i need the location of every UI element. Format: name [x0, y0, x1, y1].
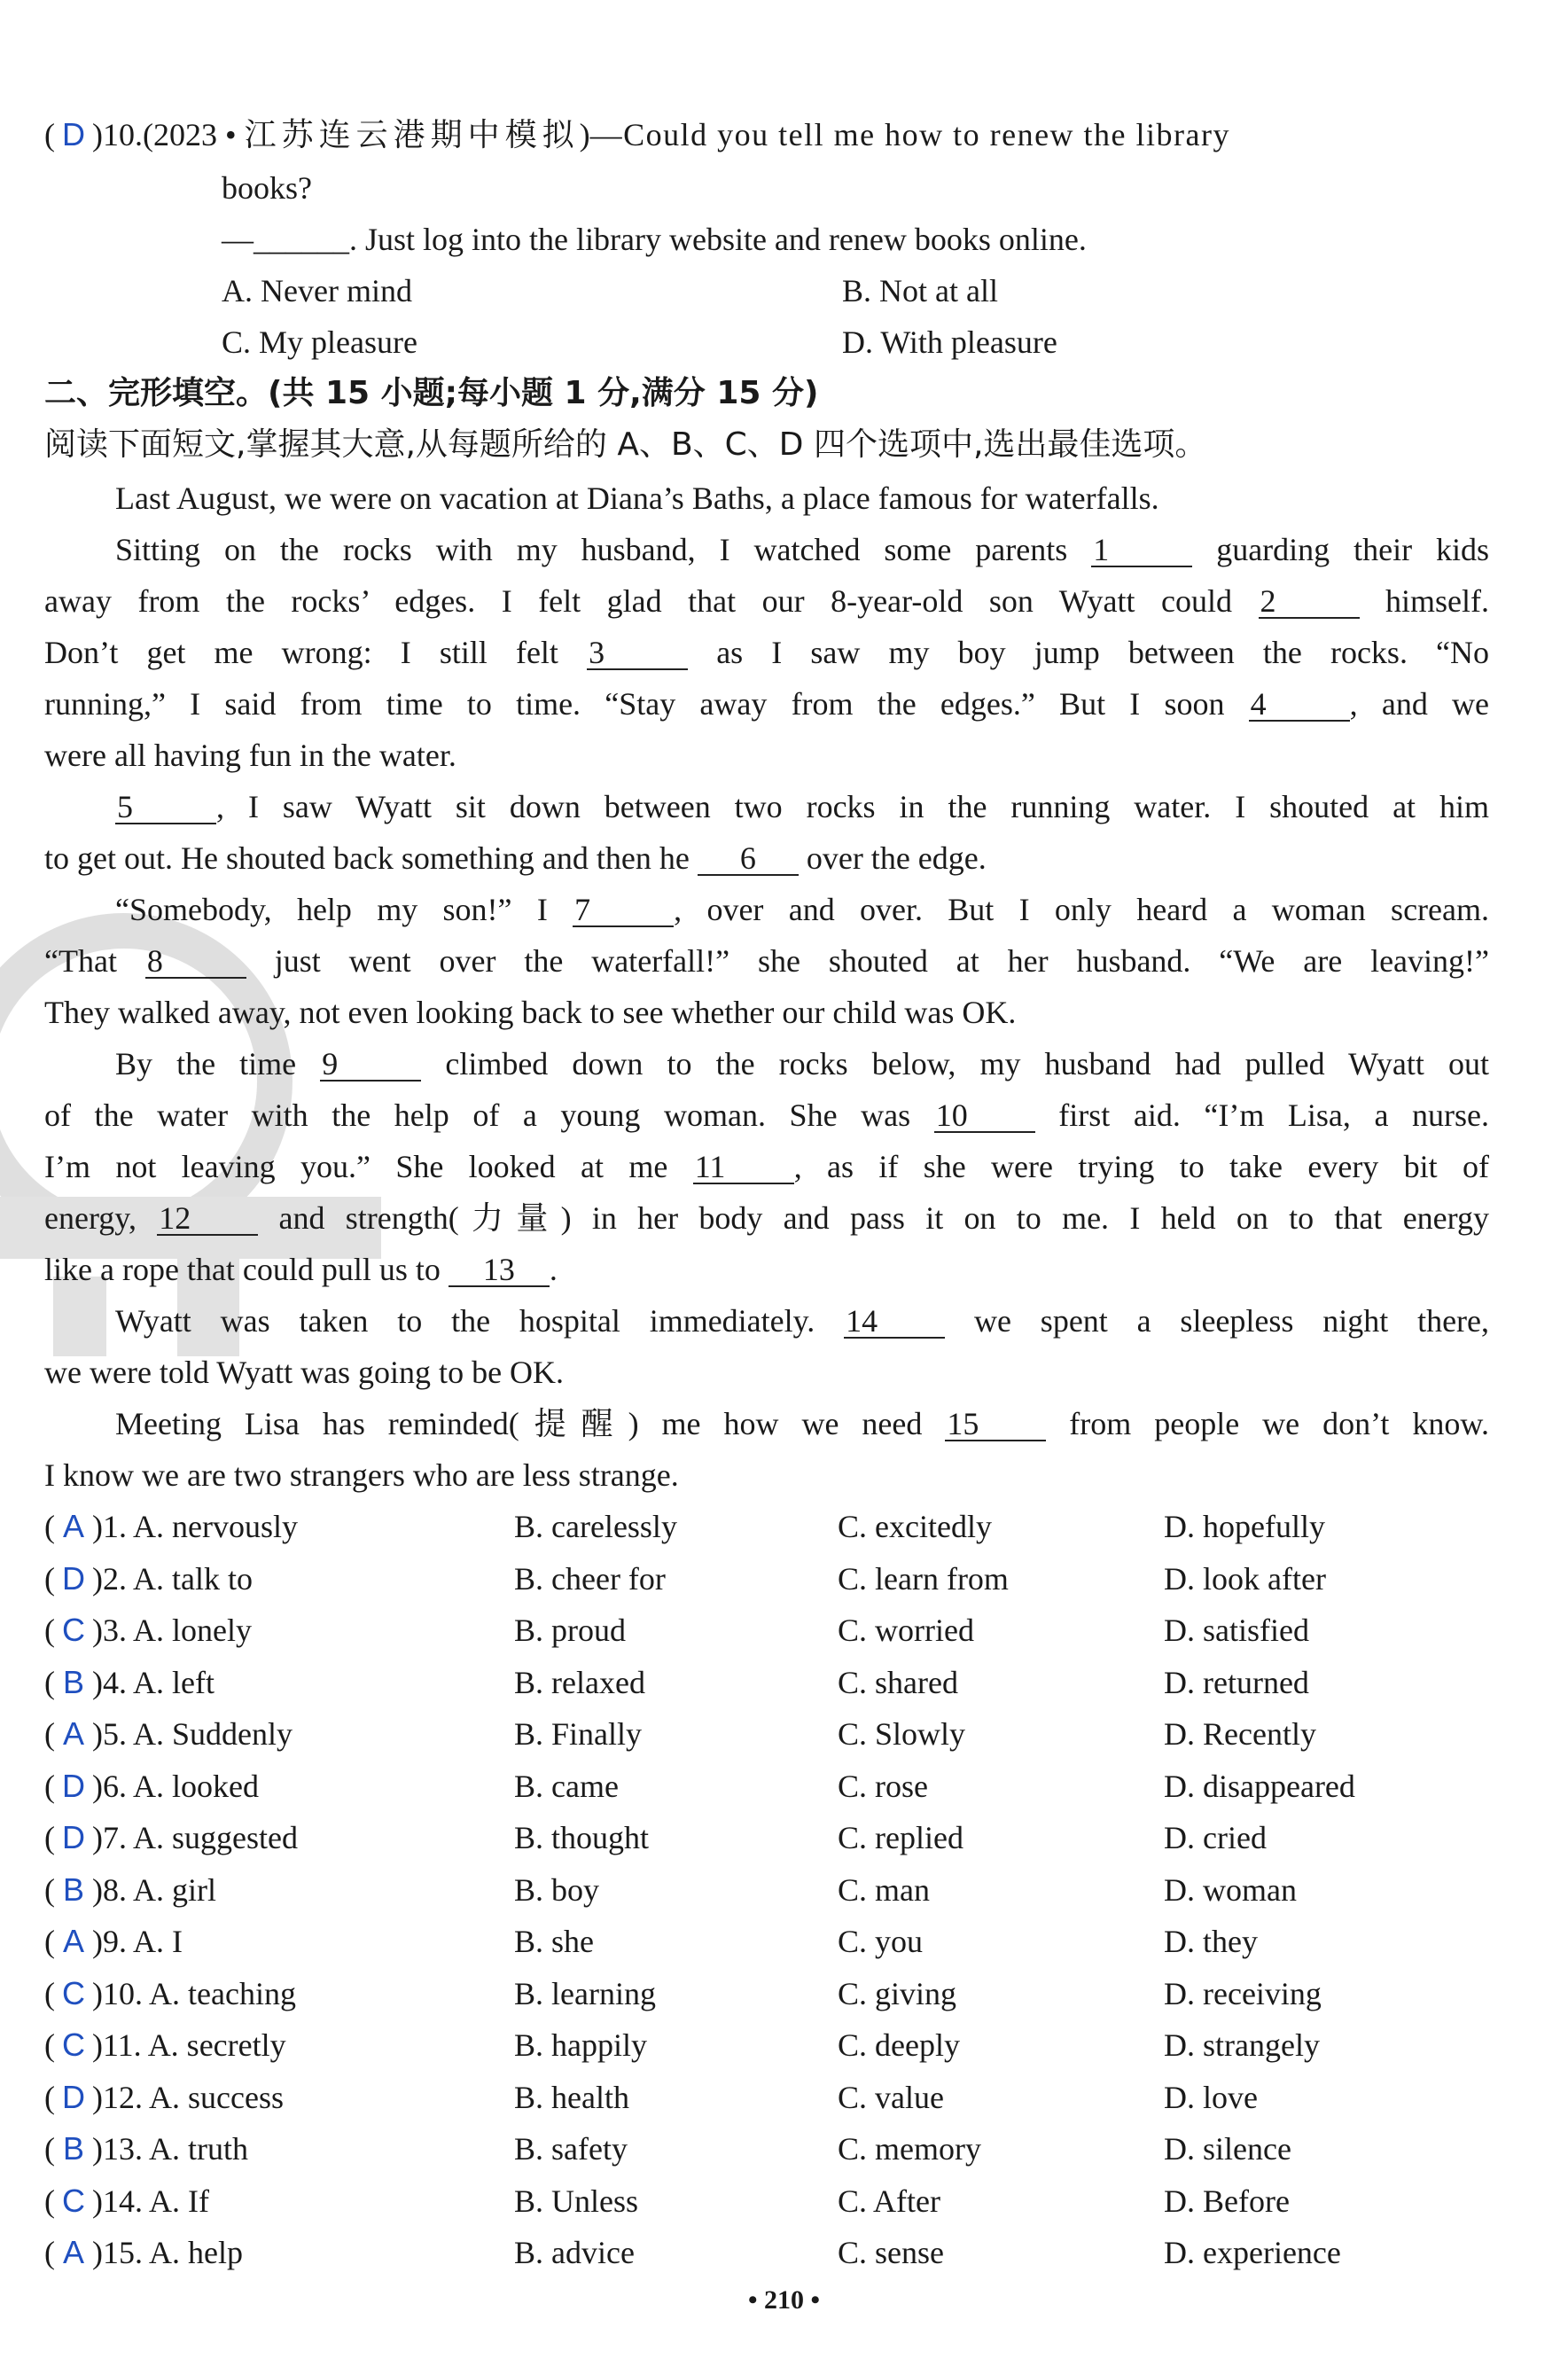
- blank-3: 3: [587, 636, 688, 670]
- option-number: ( A )5. A. Suddenly: [44, 1715, 293, 1752]
- option-a: A. talk to: [133, 1561, 253, 1597]
- q10-stem: —Could you tell me how to renew the library: [589, 117, 1230, 152]
- passage-line: “Somebody, help my son!” I 7 , over and over. But I only heard a woman scream.: [115, 892, 1489, 927]
- option-b: B. relaxed: [514, 1665, 645, 1700]
- option-number: ( D )7. A. suggested: [44, 1819, 298, 1855]
- option-b: B. boy: [514, 1872, 600, 1908]
- option-d: D. experience: [1164, 2235, 1341, 2270]
- option-a: A. nervously: [133, 1509, 298, 1544]
- option-answer: C: [62, 2026, 85, 2063]
- q10-number: 10.: [103, 117, 143, 152]
- option-c: C. giving: [838, 1976, 957, 2011]
- option-a: A. teaching: [149, 1976, 296, 2011]
- option-d: D. love: [1164, 2080, 1258, 2115]
- option-c: C. worried: [838, 1613, 974, 1648]
- option-b: B. health: [514, 2080, 629, 2115]
- option-c: C. shared: [838, 1665, 958, 1700]
- option-c: C. excitedly: [838, 1509, 992, 1544]
- option-c: C. man: [838, 1872, 930, 1908]
- q10-option-c: C. My pleasure: [222, 324, 417, 360]
- option-number: ( D )2. A. talk to: [44, 1560, 253, 1597]
- option-answer: D: [62, 1768, 85, 1804]
- passage-line: “That 8 just went over the waterfall!” she shouted at her husband. “We are leaving!”: [44, 943, 1490, 979]
- passage-line: to get out. He shouted back something and then he 6 over the edge.: [44, 840, 987, 876]
- option-answer: A: [62, 1508, 84, 1544]
- option-a: A. I: [133, 1924, 183, 1959]
- option-a: A. help: [149, 2235, 243, 2270]
- option-c: C. replied: [838, 1820, 963, 1855]
- option-d: D. look after: [1164, 1561, 1326, 1597]
- option-b: B. thought: [514, 1820, 650, 1855]
- blank-14: 14: [844, 1305, 945, 1339]
- passage-line: we were told Wyatt was going to be OK.: [44, 1355, 565, 1390]
- option-a: A. Suddenly: [133, 1716, 293, 1752]
- option-a: A. girl: [133, 1872, 217, 1908]
- q10-source: 江苏连云港期中模拟: [244, 117, 580, 153]
- option-c: C. learn from: [838, 1561, 1009, 1597]
- option-c: C. Slowly: [838, 1716, 966, 1752]
- passage-line: They walked away, not even looking back to see whether our child was OK.: [44, 995, 1017, 1030]
- option-number: ( B )8. A. girl: [44, 1871, 217, 1908]
- passage-line: running,” I said from time to time. “Stay away from the edges.” But I soon 4 , and we: [44, 686, 1489, 722]
- option-answer: B: [62, 2130, 84, 2167]
- section-title: 二、完形填空。(共 15 小题;每小题 1 分,满分 15 分): [44, 375, 819, 411]
- option-b: B. cheer for: [514, 1561, 666, 1597]
- option-b: B. Finally: [514, 1716, 643, 1752]
- option-a: A. looked: [133, 1769, 259, 1804]
- option-answer: D: [62, 2079, 85, 2115]
- option-d: D. Before: [1164, 2183, 1290, 2219]
- option-d: D. cried: [1164, 1820, 1267, 1855]
- passage-line: Don’t get me wrong: I still felt 3 as I saw my boy jump between the rocks. “No: [44, 635, 1490, 670]
- passage-line: Meeting Lisa has reminded(提醒) me how we need 15 from people we don’t know.: [115, 1406, 1490, 1441]
- option-d: D. Recently: [1164, 1716, 1316, 1752]
- blank-9: 9: [320, 1048, 421, 1082]
- option-b: B. proud: [514, 1613, 626, 1648]
- option-c: C. After: [838, 2183, 940, 2219]
- option-d: D. strangely: [1164, 2027, 1320, 2063]
- option-number: ( A )1. A. nervously: [44, 1508, 298, 1544]
- option-answer: A: [62, 1923, 84, 1959]
- option-a: A. If: [149, 2183, 209, 2219]
- q10-paren-open: (: [44, 117, 55, 152]
- blank-6: 6: [698, 842, 799, 876]
- option-d: D. silence: [1164, 2131, 1291, 2167]
- option-d: D. woman: [1164, 1872, 1297, 1908]
- option-answer: C: [62, 1612, 85, 1648]
- passage-line: Sitting on the rocks with my husband, I watched some parents 1 guarding their kids: [115, 532, 1490, 567]
- option-b: B. safety: [514, 2131, 628, 2167]
- option-b: B. carelessly: [514, 1509, 677, 1544]
- option-number: ( A )9. A. I: [44, 1923, 183, 1959]
- option-answer: A: [62, 1715, 84, 1752]
- passage-line: were all having fun in the water.: [44, 738, 456, 773]
- passage-line: I’m not leaving you.” She looked at me 11 , as if she were trying to take every bit of: [44, 1149, 1489, 1184]
- option-number: ( A )15. A. help: [44, 2234, 243, 2270]
- blank-13: 13: [449, 1253, 550, 1287]
- option-a: A. secretly: [147, 2027, 286, 2063]
- q10-source-close: ): [579, 117, 590, 152]
- q10-line-2: [222, 168, 312, 207]
- q10-reply-text: —______. Just log into the library website and renew books online.: [222, 222, 1087, 257]
- option-b: B. happily: [514, 2027, 647, 2063]
- option-answer: B: [62, 1664, 84, 1700]
- option-number: ( D )12. A. success: [44, 2079, 284, 2115]
- option-c: C. value: [838, 2080, 944, 2115]
- blank-12: 12: [157, 1202, 258, 1236]
- option-number: ( C )3. A. lonely: [44, 1612, 252, 1648]
- blank-11: 11: [693, 1151, 794, 1184]
- page-number: • 210 •: [747, 2285, 820, 2315]
- option-b: B. came: [514, 1769, 619, 1804]
- option-c: C. deeply: [838, 2027, 960, 2063]
- blank-15: 15: [945, 1408, 1046, 1441]
- option-a: A. suggested: [133, 1820, 298, 1855]
- blank-10: 10: [934, 1099, 1035, 1133]
- passage-line: of the water with the help of a young woman. She was 10 first aid. “I’m Lisa, a nurse.: [44, 1097, 1490, 1133]
- option-d: D. they: [1164, 1924, 1258, 1959]
- q10-option-a: A. Never mind: [222, 273, 412, 308]
- option-c: C. sense: [838, 2235, 944, 2270]
- option-c: C. memory: [838, 2131, 981, 2167]
- option-b: B. Unless: [514, 2183, 639, 2219]
- option-a: A. success: [149, 2080, 284, 2115]
- option-b: B. advice: [514, 2235, 635, 2270]
- passage-line: By the time 9 climbed down to the rocks below, my husband had pulled Wyatt out: [115, 1046, 1489, 1082]
- option-a: A. lonely: [133, 1613, 252, 1648]
- option-answer: A: [62, 2234, 84, 2270]
- option-answer: C: [62, 1975, 85, 2011]
- q10-paren-close: ): [92, 117, 103, 152]
- passage-line: I know we are two strangers who are less strange.: [44, 1457, 679, 1493]
- option-b: B. learning: [514, 1976, 656, 2011]
- option-number: ( D )6. A. looked: [44, 1768, 259, 1804]
- option-d: D. satisfied: [1164, 1613, 1309, 1648]
- q10-source-dot: •: [225, 117, 237, 152]
- blank-2: 2: [1259, 585, 1360, 619]
- blank-8: 8: [145, 945, 246, 979]
- blank-1: 1: [1091, 534, 1192, 567]
- passage-line: like a rope that could pull us to 13 .: [44, 1252, 558, 1287]
- q10-answer: D: [62, 116, 85, 152]
- option-answer: D: [62, 1819, 85, 1855]
- option-number: ( C )10. A. teaching: [44, 1975, 296, 2011]
- passage-line: Wyatt was taken to the hospital immediately. 14 we spent a sleepless night there,: [115, 1303, 1490, 1339]
- option-c: C. rose: [838, 1769, 928, 1804]
- option-c: C. you: [838, 1924, 924, 1959]
- option-answer: C: [62, 2183, 85, 2219]
- section-instruction: 阅读下面短文,掌握其大意,从每题所给的 A、B、C、D 四个选项中,选出最佳选项。: [44, 426, 1207, 463]
- option-number: ( C )11. A. secretly: [44, 2026, 286, 2063]
- q10-option-b: B. Not at all: [842, 273, 998, 308]
- q10-option-d: D. With pleasure: [842, 324, 1057, 360]
- q10-stem-cont: books?: [222, 170, 312, 206]
- blank-4: 4: [1249, 688, 1350, 722]
- option-number: ( C )14. A. If: [44, 2183, 209, 2219]
- option-number: ( B )4. A. left: [44, 1664, 215, 1700]
- option-answer: B: [62, 1871, 84, 1908]
- blank-5: 5: [115, 791, 216, 824]
- option-a: A. left: [133, 1665, 215, 1700]
- passage-line: away from the rocks’ edges. I felt glad that our 8-year-old son Wyatt could 2 himself.: [44, 583, 1490, 619]
- option-number: ( B )13. A. truth: [44, 2130, 249, 2167]
- option-d: D. hopefully: [1164, 1509, 1325, 1544]
- option-d: D. returned: [1164, 1665, 1309, 1700]
- option-answer: D: [62, 1560, 85, 1597]
- q10-source-open: (2023: [143, 117, 217, 152]
- q10-reply: [222, 220, 1087, 259]
- passage-line: energy, 12 and strength(力量) in her body and pass it on to me. I held on to that energy: [44, 1200, 1489, 1236]
- option-a: A. truth: [149, 2131, 249, 2167]
- q10-line-1: [44, 115, 1230, 155]
- blank-7: 7: [573, 894, 674, 927]
- option-b: B. she: [514, 1924, 594, 1959]
- passage-line: 5 , I saw Wyatt sit down between two rocks in the running water. I shouted at him: [117, 789, 1489, 824]
- option-d: D. receiving: [1164, 1976, 1322, 2011]
- passage-paragraph-1: Last August, we were on vacation at Diana’s Baths, a place famous for waterfalls.: [115, 480, 1159, 516]
- option-d: D. disappeared: [1164, 1769, 1355, 1804]
